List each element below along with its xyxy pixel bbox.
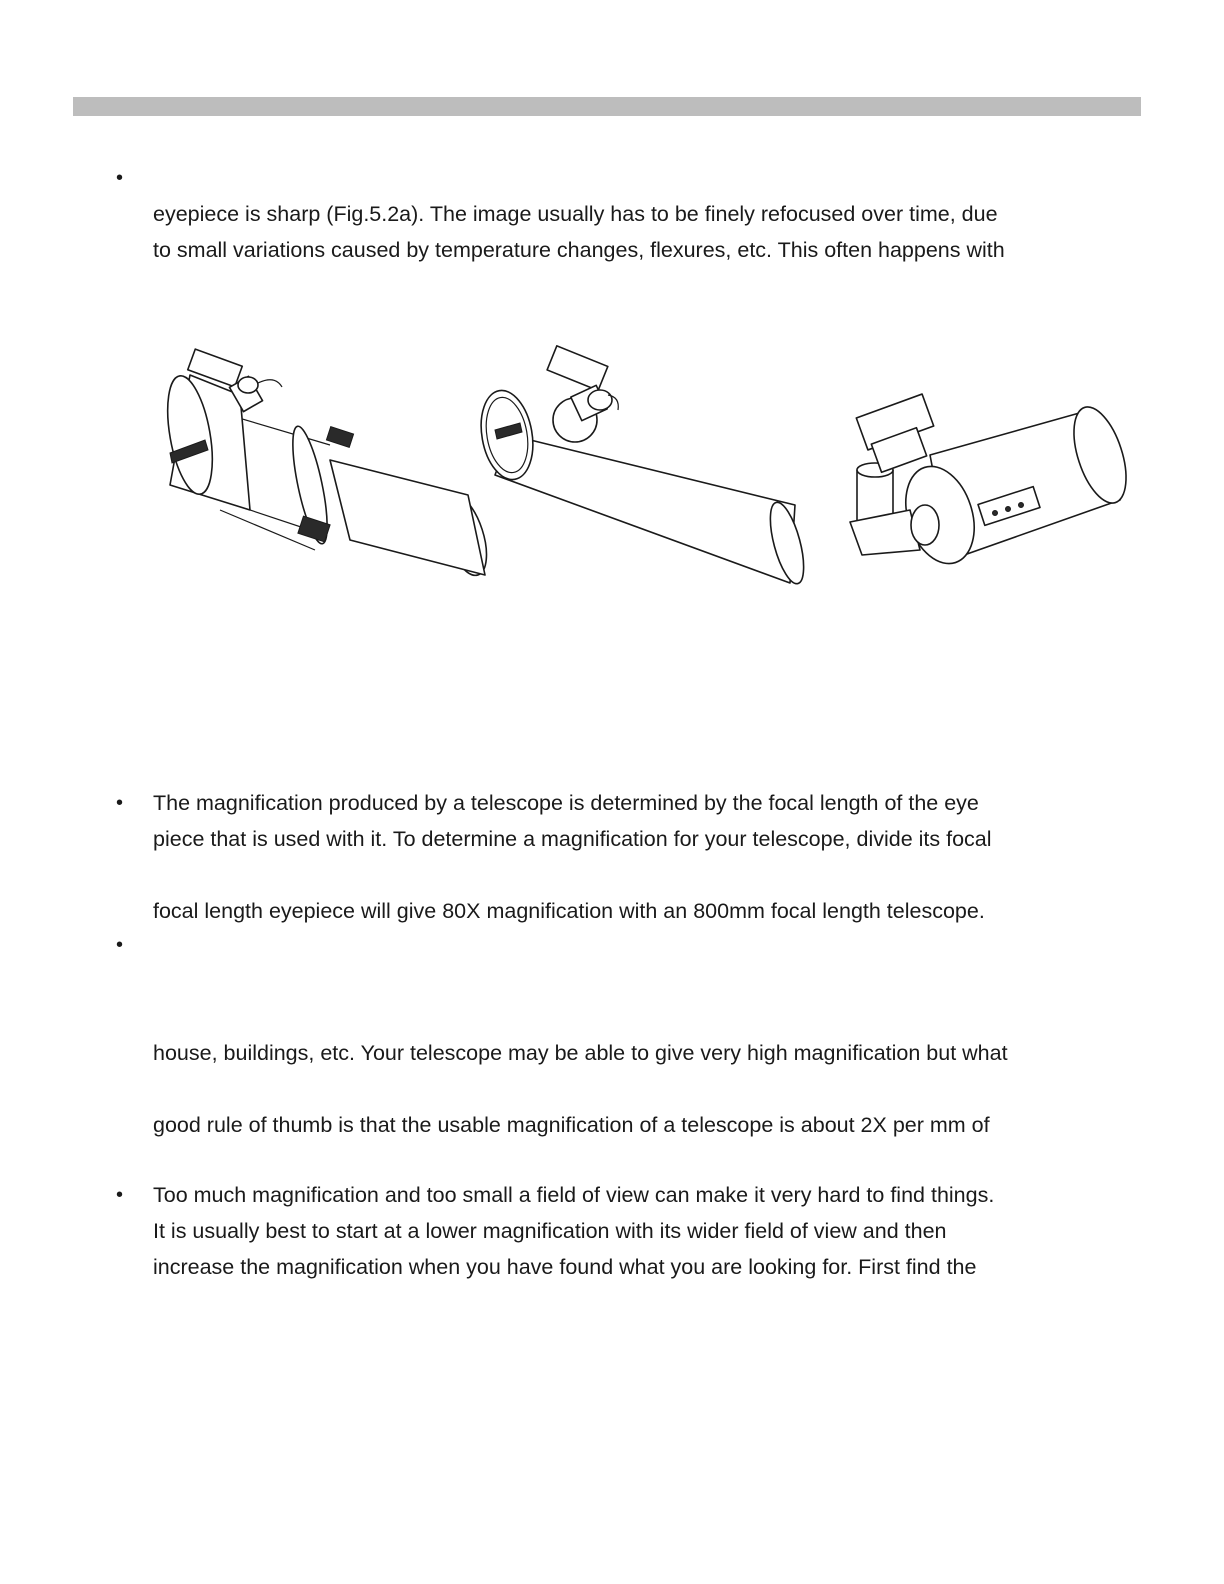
- body-text-line: to small variations caused by temperature changes, flexures, etc. This often happens with: [153, 238, 1005, 262]
- body-text-line: eyepiece is sharp (Fig.5.2a). The image usually has to be finely refocused over time, due: [153, 202, 998, 226]
- body-text-line: good rule of thumb is that the usable magnification of a telescope is about 2X per mm of: [153, 1113, 990, 1137]
- body-text-line: It is usually best to start at a lower magnification with its wider field of view and then: [153, 1219, 947, 1243]
- maksutov-cassegrain-illustration: [850, 394, 1130, 572]
- body-text-line: increase the magnification when you have found what you are looking for. First find the: [153, 1255, 977, 1279]
- bullet-marker: •: [116, 792, 124, 814]
- section-header-bar: [73, 97, 1141, 116]
- telescope-focus-figure: [150, 335, 1130, 595]
- bullet-marker: •: [116, 167, 124, 189]
- bullet-marker: •: [116, 934, 124, 956]
- body-text-line: piece that is used with it. To determine a magnification for your telescope, divide its focal: [153, 827, 992, 851]
- bullet-marker: •: [116, 1184, 124, 1206]
- body-text-line: Too much magnification and too small a field of view can make it very hard to find things.: [153, 1183, 995, 1207]
- body-text-line: focal length eyepiece will give 80X magnification with an 800mm focal length telescope.: [153, 899, 985, 923]
- body-text-line: house, buildings, etc. Your telescope may be able to give very high magnification but what: [153, 1041, 1008, 1065]
- tube-reflector-illustration: [475, 346, 811, 587]
- body-text-line: The magnification produced by a telescope is determined by the focal length of the eye: [153, 791, 979, 815]
- truss-tube-reflector-illustration: [160, 349, 495, 580]
